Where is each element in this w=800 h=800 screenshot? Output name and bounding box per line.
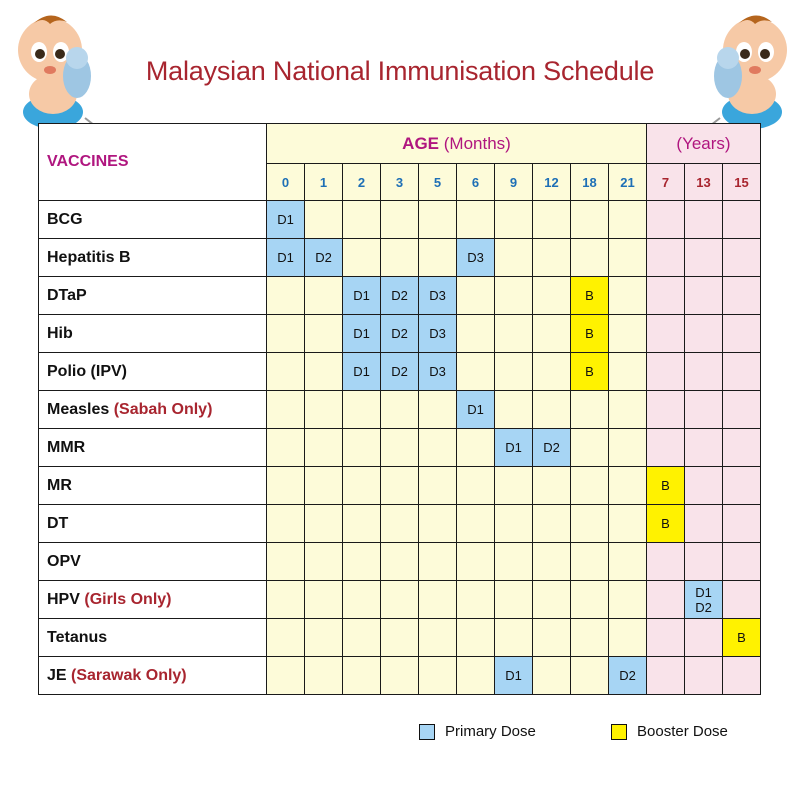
schedule-cell <box>305 619 343 657</box>
dose-label: D3 <box>429 326 446 341</box>
schedule-cell <box>647 201 685 239</box>
dose-label: D2 <box>543 440 560 455</box>
booster-swatch <box>611 724 627 740</box>
schedule-cell <box>723 277 761 315</box>
primary-dose-cell <box>457 391 495 429</box>
schedule-cell <box>723 353 761 391</box>
vaccine-name-cell <box>39 315 267 353</box>
vaccine-name: Hepatitis B <box>47 248 131 266</box>
age-month-5: 5 <box>419 164 457 201</box>
schedule-cell <box>267 277 305 315</box>
age-year-7: 7 <box>647 164 685 201</box>
vaccine-name: BCG <box>47 210 83 228</box>
schedule-cell <box>457 315 495 353</box>
schedule-cell <box>343 239 381 277</box>
dose-label: D2 <box>391 326 408 341</box>
schedule-cell <box>609 201 647 239</box>
dose-label: D1 <box>467 402 484 417</box>
schedule-cell <box>533 353 571 391</box>
schedule-cell <box>495 277 533 315</box>
primary-dose-cell <box>381 277 419 315</box>
schedule-cell <box>343 201 381 239</box>
schedule-cell <box>419 239 457 277</box>
dose-label: B <box>661 516 670 531</box>
schedule-cell <box>533 619 571 657</box>
primary-dose-cell <box>685 581 723 619</box>
schedule-cell <box>495 543 533 581</box>
primary-dose-cell <box>609 657 647 695</box>
schedule-cell <box>647 657 685 695</box>
schedule-cell <box>267 429 305 467</box>
schedule-cell <box>609 277 647 315</box>
vaccine-name-cell <box>39 277 267 315</box>
vaccine-name: Hib <box>47 324 73 342</box>
age-month-21: 21 <box>609 164 647 201</box>
dose-label: D1 <box>505 440 522 455</box>
schedule-cell <box>267 543 305 581</box>
vaccine-name: DTaP <box>47 286 87 304</box>
legend-booster-label: Booster Dose <box>637 723 728 740</box>
schedule-cell <box>419 505 457 543</box>
schedule-cell <box>419 467 457 505</box>
schedule-cell <box>723 391 761 429</box>
vaccine-name: Measles <box>47 400 110 418</box>
age-month-6: 6 <box>457 164 495 201</box>
schedule-cell <box>609 429 647 467</box>
vaccine-name: DT <box>47 514 69 532</box>
schedule-cell <box>381 619 419 657</box>
schedule-cell <box>685 543 723 581</box>
primary-dose-cell <box>267 239 305 277</box>
schedule-cell <box>305 201 343 239</box>
schedule-cell <box>533 315 571 353</box>
primary-dose-cell <box>419 277 457 315</box>
schedule-cell <box>609 391 647 429</box>
vaccine-name-cell <box>39 239 267 277</box>
schedule-cell <box>685 315 723 353</box>
schedule-cell <box>571 239 609 277</box>
vaccine-row <box>39 657 761 695</box>
schedule-cell <box>647 315 685 353</box>
dose-label: D2 <box>619 668 636 683</box>
vaccine-name: MR <box>47 476 72 494</box>
schedule-cell <box>571 543 609 581</box>
schedule-cell <box>495 201 533 239</box>
schedule-cell <box>419 581 457 619</box>
schedule-cell <box>571 201 609 239</box>
vaccine-note: (Sarawak Only) <box>71 666 187 684</box>
schedule-cell <box>723 543 761 581</box>
schedule-cell <box>647 391 685 429</box>
primary-dose-cell <box>381 315 419 353</box>
schedule-cell <box>685 201 723 239</box>
dose-label: B <box>737 630 746 645</box>
schedule-cell <box>343 467 381 505</box>
schedule-cell <box>609 619 647 657</box>
dose-label: D2 <box>391 288 408 303</box>
booster-dose-cell <box>723 619 761 657</box>
schedule-cell <box>571 505 609 543</box>
vaccine-name: MMR <box>47 438 86 456</box>
dose-label: D1 <box>353 326 370 341</box>
schedule-cell <box>457 657 495 695</box>
schedule-cell <box>267 353 305 391</box>
schedule-cell <box>419 619 457 657</box>
vaccine-row <box>39 467 761 505</box>
schedule-cell <box>343 505 381 543</box>
schedule-cell <box>609 505 647 543</box>
age-label: AGE <box>402 133 440 153</box>
vaccine-row <box>39 201 761 239</box>
age-month-18: 18 <box>571 164 609 201</box>
age-month-12: 12 <box>533 164 571 201</box>
schedule-cell <box>647 277 685 315</box>
vaccine-row <box>39 353 761 391</box>
primary-dose-cell <box>267 201 305 239</box>
schedule-cell <box>343 619 381 657</box>
booster-dose-cell <box>571 315 609 353</box>
age-unit-label: (Months) <box>443 133 511 153</box>
schedule-cell <box>647 239 685 277</box>
schedule-cell <box>457 429 495 467</box>
schedule-cell <box>571 429 609 467</box>
vaccines-header: VACCINES <box>39 124 267 201</box>
schedule-cell <box>381 657 419 695</box>
schedule-cell <box>495 315 533 353</box>
schedule-cell <box>533 277 571 315</box>
vaccine-row <box>39 391 761 429</box>
schedule-cell <box>533 505 571 543</box>
dose-label: D1 <box>505 668 522 683</box>
schedule-cell <box>305 657 343 695</box>
schedule-cell <box>533 581 571 619</box>
schedule-cell <box>381 239 419 277</box>
primary-dose-cell <box>343 315 381 353</box>
booster-dose-cell <box>571 277 609 315</box>
schedule-cell <box>495 467 533 505</box>
age-year-15: 15 <box>723 164 761 201</box>
schedule-cell <box>533 201 571 239</box>
dose-label: D1 <box>353 364 370 379</box>
vaccine-name-cell <box>39 391 267 429</box>
vaccine-name: Tetanus <box>47 628 108 646</box>
schedule-cell <box>305 391 343 429</box>
schedule-cell <box>609 543 647 581</box>
schedule-cell <box>305 315 343 353</box>
schedule-cell <box>457 467 495 505</box>
schedule-cell <box>305 505 343 543</box>
schedule-cell <box>457 619 495 657</box>
primary-dose-cell <box>419 353 457 391</box>
primary-swatch <box>419 724 435 740</box>
schedule-cell <box>267 619 305 657</box>
vaccine-name-cell <box>39 505 267 543</box>
age-month-2: 2 <box>343 164 381 201</box>
dose-label: D1 <box>277 212 294 227</box>
vaccine-name-cell <box>39 201 267 239</box>
vaccine-row <box>39 581 761 619</box>
dose-label: D2 <box>391 364 408 379</box>
age-month-1: 1 <box>305 164 343 201</box>
schedule-cell <box>305 543 343 581</box>
schedule-cell <box>419 657 457 695</box>
age-years-header: (Years) <box>647 124 761 164</box>
dose-label: B <box>585 288 594 303</box>
schedule-cell <box>267 391 305 429</box>
schedule-cell <box>609 239 647 277</box>
primary-dose-cell <box>495 429 533 467</box>
schedule-cell <box>685 657 723 695</box>
schedule-cell <box>381 505 419 543</box>
schedule-cell <box>305 277 343 315</box>
schedule-cell <box>419 391 457 429</box>
vaccine-row <box>39 239 761 277</box>
schedule-cell <box>647 581 685 619</box>
schedule-cell <box>267 581 305 619</box>
schedule-cell <box>457 201 495 239</box>
schedule-cell <box>723 201 761 239</box>
legend-primary-label: Primary Dose <box>445 723 536 740</box>
dose-label: D3 <box>429 364 446 379</box>
primary-dose-cell <box>305 239 343 277</box>
schedule-cell <box>609 315 647 353</box>
vaccine-note: (Sabah Only) <box>113 400 213 418</box>
dose-label: B <box>585 364 594 379</box>
vaccine-name-cell <box>39 353 267 391</box>
schedule-cell <box>723 315 761 353</box>
schedule-cell <box>647 543 685 581</box>
schedule-cell <box>647 619 685 657</box>
vaccine-name: Polio (IPV) <box>47 362 127 380</box>
schedule-cell <box>723 505 761 543</box>
schedule-cell <box>495 353 533 391</box>
baby-illustration-left <box>5 8 115 133</box>
vaccine-note: (Girls Only) <box>84 590 172 608</box>
schedule-cell <box>305 353 343 391</box>
schedule-cell <box>495 391 533 429</box>
dose-label: D1 <box>277 250 294 265</box>
legend-primary <box>419 723 536 740</box>
schedule-cell <box>343 543 381 581</box>
schedule-cell <box>267 657 305 695</box>
baby-illustration-right <box>690 8 800 133</box>
schedule-cell <box>685 505 723 543</box>
schedule-cell <box>571 619 609 657</box>
schedule-cell <box>609 353 647 391</box>
dose-label: D2 <box>695 599 712 615</box>
vaccine-name: OPV <box>47 552 81 570</box>
schedule-cell <box>533 657 571 695</box>
schedule-cell <box>495 619 533 657</box>
primary-dose-cell <box>495 657 533 695</box>
schedule-cell <box>685 239 723 277</box>
schedule-cell <box>457 277 495 315</box>
dose-label: B <box>661 478 670 493</box>
schedule-cell <box>495 239 533 277</box>
schedule-cell <box>305 429 343 467</box>
primary-dose-cell <box>457 239 495 277</box>
schedule-cell <box>571 581 609 619</box>
primary-dose-cell <box>343 277 381 315</box>
schedule-cell <box>609 581 647 619</box>
schedule-cell <box>685 353 723 391</box>
primary-dose-cell <box>533 429 571 467</box>
vaccine-name: HPV <box>47 590 80 608</box>
vaccine-name-cell <box>39 657 267 695</box>
schedule-cell <box>723 239 761 277</box>
vaccine-row <box>39 315 761 353</box>
vaccine-name: JE <box>47 666 67 684</box>
dose-label: B <box>585 326 594 341</box>
vaccine-name-cell <box>39 429 267 467</box>
schedule-cell <box>571 391 609 429</box>
schedule-cell <box>381 391 419 429</box>
schedule-cell <box>343 657 381 695</box>
schedule-cell <box>685 429 723 467</box>
schedule-cell <box>685 467 723 505</box>
schedule-cell <box>381 543 419 581</box>
schedule-cell <box>267 315 305 353</box>
schedule-cell <box>495 505 533 543</box>
age-month-3: 3 <box>381 164 419 201</box>
schedule-cell <box>723 657 761 695</box>
schedule-cell <box>609 467 647 505</box>
schedule-cell <box>685 619 723 657</box>
schedule-cell <box>571 467 609 505</box>
dose-label: D1 <box>695 584 712 600</box>
schedule-cell <box>343 391 381 429</box>
schedule-cell <box>419 201 457 239</box>
schedule-cell <box>381 201 419 239</box>
schedule-cell <box>457 353 495 391</box>
schedule-cell <box>723 467 761 505</box>
schedule-cell <box>647 353 685 391</box>
dose-label: D2 <box>315 250 332 265</box>
vaccine-row <box>39 505 761 543</box>
booster-dose-cell <box>647 505 685 543</box>
schedule-cell <box>533 543 571 581</box>
schedule-cell <box>419 429 457 467</box>
schedule-cell <box>267 505 305 543</box>
schedule-cell <box>457 543 495 581</box>
primary-dose-cell <box>343 353 381 391</box>
age-month-9: 9 <box>495 164 533 201</box>
vaccine-name-cell <box>39 467 267 505</box>
legend-booster <box>611 723 728 740</box>
primary-dose-cell <box>419 315 457 353</box>
schedule-cell <box>495 581 533 619</box>
dose-label: D3 <box>429 288 446 303</box>
schedule-cell <box>647 429 685 467</box>
vaccine-row <box>39 619 761 657</box>
schedule-cell <box>533 467 571 505</box>
schedule-cell <box>381 429 419 467</box>
vaccine-row <box>39 277 761 315</box>
dose-label: D3 <box>467 250 484 265</box>
schedule-cell <box>381 581 419 619</box>
schedule-cell <box>419 543 457 581</box>
vaccine-row <box>39 543 761 581</box>
age-year-13: 13 <box>685 164 723 201</box>
schedule-cell <box>723 429 761 467</box>
vaccine-name-cell <box>39 543 267 581</box>
schedule-cell <box>381 467 419 505</box>
page-title: Malaysian National Immunisation Schedule <box>145 56 655 86</box>
age-months-header <box>267 124 647 164</box>
primary-dose-cell <box>381 353 419 391</box>
schedule-cell <box>267 467 305 505</box>
vaccine-name-cell <box>39 581 267 619</box>
immunisation-schedule-table <box>38 123 761 695</box>
booster-dose-cell <box>571 353 609 391</box>
booster-dose-cell <box>647 467 685 505</box>
age-month-0: 0 <box>267 164 305 201</box>
schedule-cell <box>305 467 343 505</box>
schedule-cell <box>685 277 723 315</box>
schedule-cell <box>457 581 495 619</box>
schedule-cell <box>343 429 381 467</box>
schedule-cell <box>305 581 343 619</box>
schedule-cell <box>723 581 761 619</box>
schedule-cell <box>571 657 609 695</box>
schedule-cell <box>343 581 381 619</box>
vaccine-row <box>39 429 761 467</box>
dose-label: D1 <box>353 288 370 303</box>
schedule-cell <box>533 391 571 429</box>
schedule-cell <box>457 505 495 543</box>
schedule-cell <box>533 239 571 277</box>
vaccine-name-cell <box>39 619 267 657</box>
schedule-cell <box>685 391 723 429</box>
